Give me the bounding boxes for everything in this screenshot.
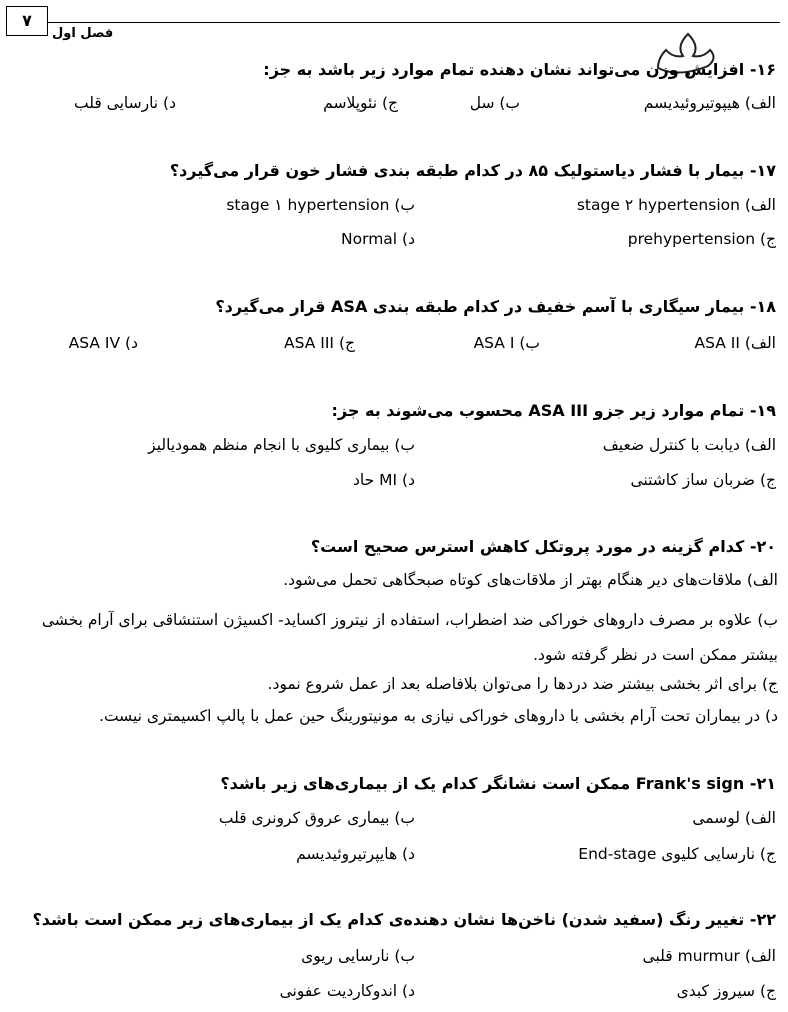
q18-option-a: الف) ASA II <box>694 334 776 352</box>
question-18-title: ۱۸- بیمار سیگاری با آسم خفیف در کدام طبقه بندی ASA قرار می‌گیرد؟ <box>215 297 776 316</box>
q21-option-a: الف) لوسمی <box>692 809 776 827</box>
q20-option-a: الف) ملاقات‌های دیر هنگام بهتر از ملاقات‌های کوتاه صبحگاهی تحمل می‌شود. <box>283 571 778 589</box>
header-rule <box>48 22 780 23</box>
q18-option-b: ب) ASA I <box>473 334 540 352</box>
q21-option-c: ج) نارسایی کلیوی End-stage <box>578 845 776 863</box>
q19-option-d: د) MI حاد <box>353 471 415 489</box>
q16-option-a: الف) هیپوتیروئیدیسم <box>643 94 776 112</box>
q18-option-d: د) ASA IV <box>68 334 138 352</box>
q16-option-c: ج) نئوپلاسم <box>323 94 398 112</box>
q19-option-b: ب) بیماری کلیوی با انجام منظم همودیالیز <box>148 436 415 454</box>
q17-option-d: د) Normal <box>341 230 415 248</box>
q20-option-c: ج) برای اثر بخشی بیشتر ضد دردها را می‌توان بلافاصله بعد از عمل شروع نمود. <box>267 675 778 693</box>
page-number: ۷ <box>6 6 48 36</box>
q19-option-c: ج) ضربان ساز کاشتنی <box>630 471 776 489</box>
q22-option-c: ج) سیروز کبدی <box>676 982 776 1000</box>
q20-option-b: ب) علاوه بر مصرف داروهای خوراکی ضد اضطراب، استفاده از نیتروز اکساید- اکسیژن استنشاقی برای آرام بخشی بیشتر ممکن است در نظر گرفته شود. <box>41 611 778 664</box>
question-21-title: ۲۱- Frank's sign ممکن است نشانگر کدام یک از بیماری‌های زیر باشد؟ <box>220 774 776 793</box>
q21-option-b: ب) بیماری عروق کرونری قلب <box>218 809 415 827</box>
q19-option-a: الف) دیابت با کنترل ضعیف <box>602 436 776 454</box>
q17-option-c: ج) prehypertension <box>627 230 776 248</box>
q16-option-b: ب) سل <box>469 94 520 112</box>
q17-option-b: ب) stage ۱ hypertension <box>226 196 415 214</box>
q17-option-a: الف) stage ۲ hypertension <box>576 196 776 214</box>
q18-option-c: ج) ASA III <box>284 334 355 352</box>
question-20-title: ۲۰- کدام گزینه در مورد پروتکل کاهش استرس صحیح است؟ <box>310 537 776 556</box>
q21-option-d: د) هایپرتیروئیدیسم <box>296 845 415 863</box>
q22-option-b: ب) نارسایی ریوی <box>301 947 415 965</box>
q22-option-d: د) اندوکاردیت عفونی <box>279 982 415 1000</box>
question-19-title: ۱۹- تمام موارد زیر جزو ASA III محسوب می‌شوند به جز: <box>331 401 776 420</box>
question-17-title: ۱۷- بیمار با فشار دیاستولیک ۸۵ در کدام طبقه بندی فشار خون قرار می‌گیرد؟ <box>169 161 776 180</box>
q16-option-d: د) نارسایی قلب <box>73 94 176 112</box>
question-16-title: ۱۶- افزایش وزن می‌تواند نشان دهنده تمام موارد زیر باشد به جز: <box>263 60 776 79</box>
q20-option-d: د) در بیماران تحت آرام بخشی با داروهای خوراکی نیازی به مونیتورینگ حین عمل با پالپ اکسیمتری نیست. <box>99 707 778 725</box>
chapter-title: فصل اول <box>52 26 114 41</box>
q22-option-a: الف) murmur قلبی <box>642 947 776 965</box>
question-22-title: ۲۲- تغییر رنگ (سفید شدن) ناخن‌ها نشان دهنده‌ی کدام یک از بیماری‌های زیر ممکن است باشد؟ <box>32 910 776 929</box>
